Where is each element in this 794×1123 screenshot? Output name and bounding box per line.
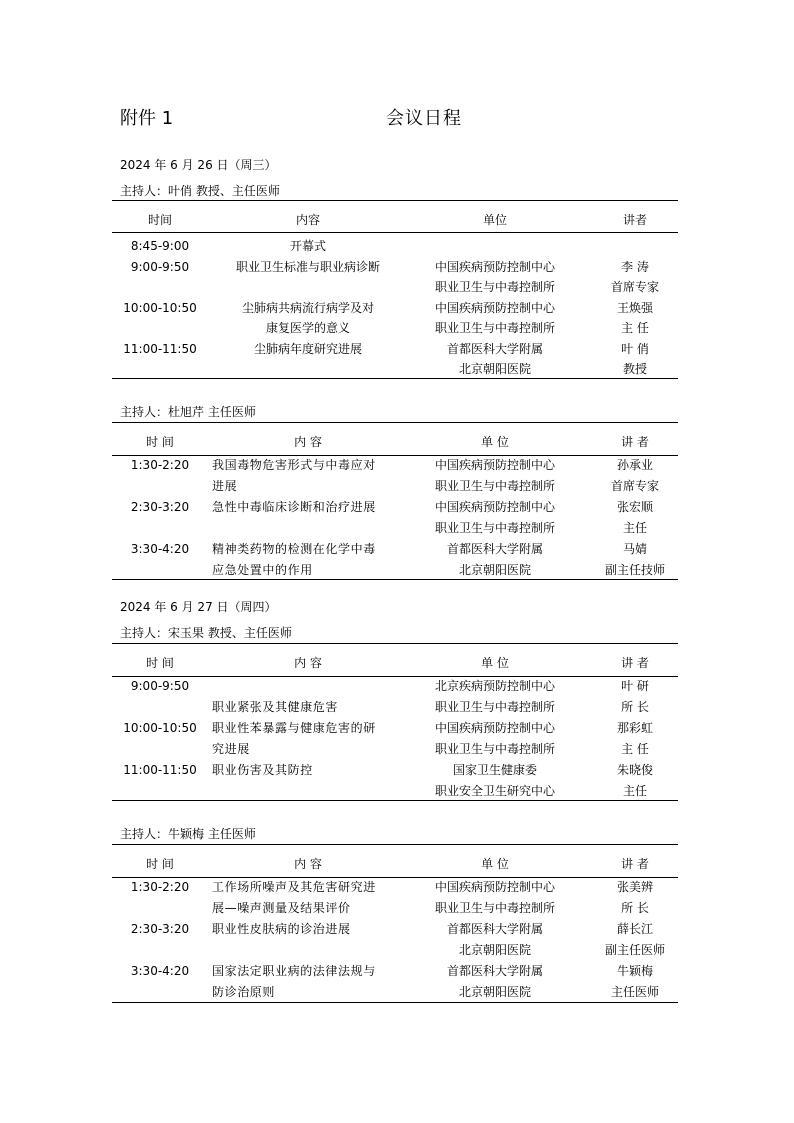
row-unit: 首都医科大学附属 xyxy=(446,922,543,936)
row-time: 3:30-4:20 xyxy=(130,542,190,556)
row-unit: 北京朝阳医院 xyxy=(458,362,531,376)
row-content: 精神类药物的检测在化学中毒 xyxy=(212,542,376,556)
row-time: 2:30-3:20 xyxy=(130,922,190,936)
header-time: 时 间 xyxy=(146,435,174,449)
row-time: 11:00-11:50 xyxy=(123,342,197,356)
row-content: 尘肺病共病流行病学及对 xyxy=(241,301,374,315)
row-unit: 职业卫生与中毒控制所 xyxy=(434,700,555,714)
row-time: 10:00-10:50 xyxy=(123,721,197,735)
table-header-rule xyxy=(112,232,678,233)
row-unit: 首都医科大学附属 xyxy=(446,342,543,356)
row-speaker: 主 任 xyxy=(621,321,649,335)
row-time: 10:00-10:50 xyxy=(123,301,197,315)
row-speaker: 那彩虹 xyxy=(616,721,653,735)
row-unit: 国家卫生健康委 xyxy=(452,763,537,777)
header-speaker: 讲 者 xyxy=(621,435,649,449)
row-content: 进展 xyxy=(212,479,238,493)
row-speaker: 副主任医师 xyxy=(604,943,665,957)
row-unit: 北京朝阳医院 xyxy=(458,563,531,577)
row-content: 我国毒物危害形式与中毒应对 xyxy=(212,458,376,472)
row-content: 展—噪声测量及结果评价 xyxy=(212,901,351,915)
session-2-host: 主持人：杜旭芹 主任医师 xyxy=(120,405,256,419)
row-content: 职业伤害及其防控 xyxy=(212,763,313,777)
row-content: 尘肺病年度研究进展 xyxy=(253,342,362,356)
attachment-label: 附件 1 xyxy=(120,108,174,129)
header-unit: 单位 xyxy=(482,213,507,227)
row-speaker: 叶 俏 xyxy=(621,342,649,356)
row-unit: 中国疾病预防控制中心 xyxy=(434,880,555,894)
row-time: 8:45-9:00 xyxy=(130,239,190,253)
row-content: 究进展 xyxy=(212,742,250,756)
table-top-rule xyxy=(112,643,678,644)
row-speaker: 朱晓俊 xyxy=(616,763,653,777)
row-speaker: 所 长 xyxy=(621,700,649,714)
row-speaker: 叶 研 xyxy=(621,679,649,693)
row-speaker: 主任 xyxy=(622,521,647,535)
session-3-host: 主持人：宋玉果 教授、主任医师 xyxy=(120,626,292,640)
row-content: 职业紧张及其健康危害 xyxy=(212,700,339,714)
row-speaker: 主 任 xyxy=(621,742,649,756)
table-top-rule xyxy=(112,844,678,845)
row-content: 职业性皮肤病的诊治进展 xyxy=(212,922,351,936)
row-unit: 职业卫生与中毒控制所 xyxy=(434,321,555,335)
header-speaker: 讲者 xyxy=(622,213,647,227)
header-content: 内 容 xyxy=(294,857,322,871)
row-unit: 北京朝阳医院 xyxy=(458,985,531,999)
row-speaker: 孙承业 xyxy=(616,458,653,472)
row-unit: 中国疾病预防控制中心 xyxy=(434,721,555,735)
row-speaker: 李 涛 xyxy=(621,260,649,274)
row-content: 职业卫生标准与职业病诊断 xyxy=(235,260,380,274)
row-speaker: 教授 xyxy=(622,362,647,376)
row-unit: 中国疾病预防控制中心 xyxy=(434,500,555,514)
row-time: 9:00-9:50 xyxy=(130,260,190,274)
row-unit: 职业卫生与中毒控制所 xyxy=(434,280,555,294)
page-title: 会议日程 xyxy=(386,108,462,129)
row-unit: 职业卫生与中毒控制所 xyxy=(434,479,555,493)
row-unit: 职业安全卫生研究中心 xyxy=(434,784,555,798)
row-speaker: 主任医师 xyxy=(610,985,659,999)
row-speaker: 首席专家 xyxy=(610,280,659,294)
header-speaker: 讲 者 xyxy=(621,656,649,670)
row-unit: 职业卫生与中毒控制所 xyxy=(434,742,555,756)
header-speaker: 讲 者 xyxy=(621,857,649,871)
header-time: 时 间 xyxy=(146,857,174,871)
row-content: 国家法定职业病的法律法规与 xyxy=(212,964,376,978)
row-speaker: 首席专家 xyxy=(610,479,659,493)
row-unit: 北京疾病预防控制中心 xyxy=(434,679,555,693)
header-time: 时间 xyxy=(147,213,172,227)
row-time: 1:30-2:20 xyxy=(130,880,190,894)
row-unit: 首都医科大学附属 xyxy=(446,964,543,978)
header-content: 内 容 xyxy=(294,435,322,449)
row-unit: 中国疾病预防控制中心 xyxy=(434,301,555,315)
row-speaker: 张宏顺 xyxy=(616,500,653,514)
header-time: 时 间 xyxy=(146,656,174,670)
row-content: 防诊治原则 xyxy=(212,985,276,999)
row-time: 11:00-11:50 xyxy=(123,763,197,777)
header-unit: 单 位 xyxy=(481,656,509,670)
table-bottom-rule xyxy=(112,1002,678,1003)
row-content: 应急处置中的作用 xyxy=(212,563,313,577)
row-time: 3:30-4:20 xyxy=(130,964,190,978)
row-content: 康复医学的意义 xyxy=(265,321,350,335)
row-speaker: 副主任技师 xyxy=(604,563,665,577)
row-content: 工作场所噪声及其危害研究进 xyxy=(212,880,376,894)
row-speaker: 薛长江 xyxy=(616,922,653,936)
row-content: 开幕式 xyxy=(289,239,326,253)
row-unit: 中国疾病预防控制中心 xyxy=(434,260,555,274)
row-unit: 职业卫生与中毒控制所 xyxy=(434,901,555,915)
header-content: 内 容 xyxy=(294,656,322,670)
row-speaker: 马婧 xyxy=(622,542,647,556)
row-content: 职业性苯暴露与健康危害的研 xyxy=(212,721,376,735)
row-content: 急性中毒临床诊断和治疗进展 xyxy=(212,500,376,514)
row-unit: 北京朝阳医院 xyxy=(458,943,531,957)
session-4-host: 主持人：牛颖梅 主任医师 xyxy=(120,827,256,841)
row-unit: 首都医科大学附属 xyxy=(446,542,543,556)
row-time: 2:30-3:20 xyxy=(130,500,190,514)
header-unit: 单 位 xyxy=(481,435,509,449)
day-2-date: 2024 年 6 月 27 日（周四） xyxy=(120,600,277,614)
row-time: 9:00-9:50 xyxy=(130,679,190,693)
row-speaker: 王焕强 xyxy=(616,301,653,315)
header-unit: 单 位 xyxy=(481,857,509,871)
day-1-date: 2024 年 6 月 26 日（周三） xyxy=(120,158,277,172)
row-speaker: 张美辨 xyxy=(616,880,653,894)
row-time: 1:30-2:20 xyxy=(130,458,190,472)
row-speaker: 主任 xyxy=(622,784,647,798)
table-top-rule xyxy=(112,422,678,423)
row-unit: 中国疾病预防控制中心 xyxy=(434,458,555,472)
header-content: 内容 xyxy=(295,213,320,227)
session-1-host: 主持人：叶俏 教授、主任医师 xyxy=(120,184,280,198)
table-top-rule xyxy=(112,200,678,201)
row-unit: 职业卫生与中毒控制所 xyxy=(434,521,555,535)
row-speaker: 所 长 xyxy=(621,901,649,915)
row-speaker: 牛颖梅 xyxy=(616,964,653,978)
